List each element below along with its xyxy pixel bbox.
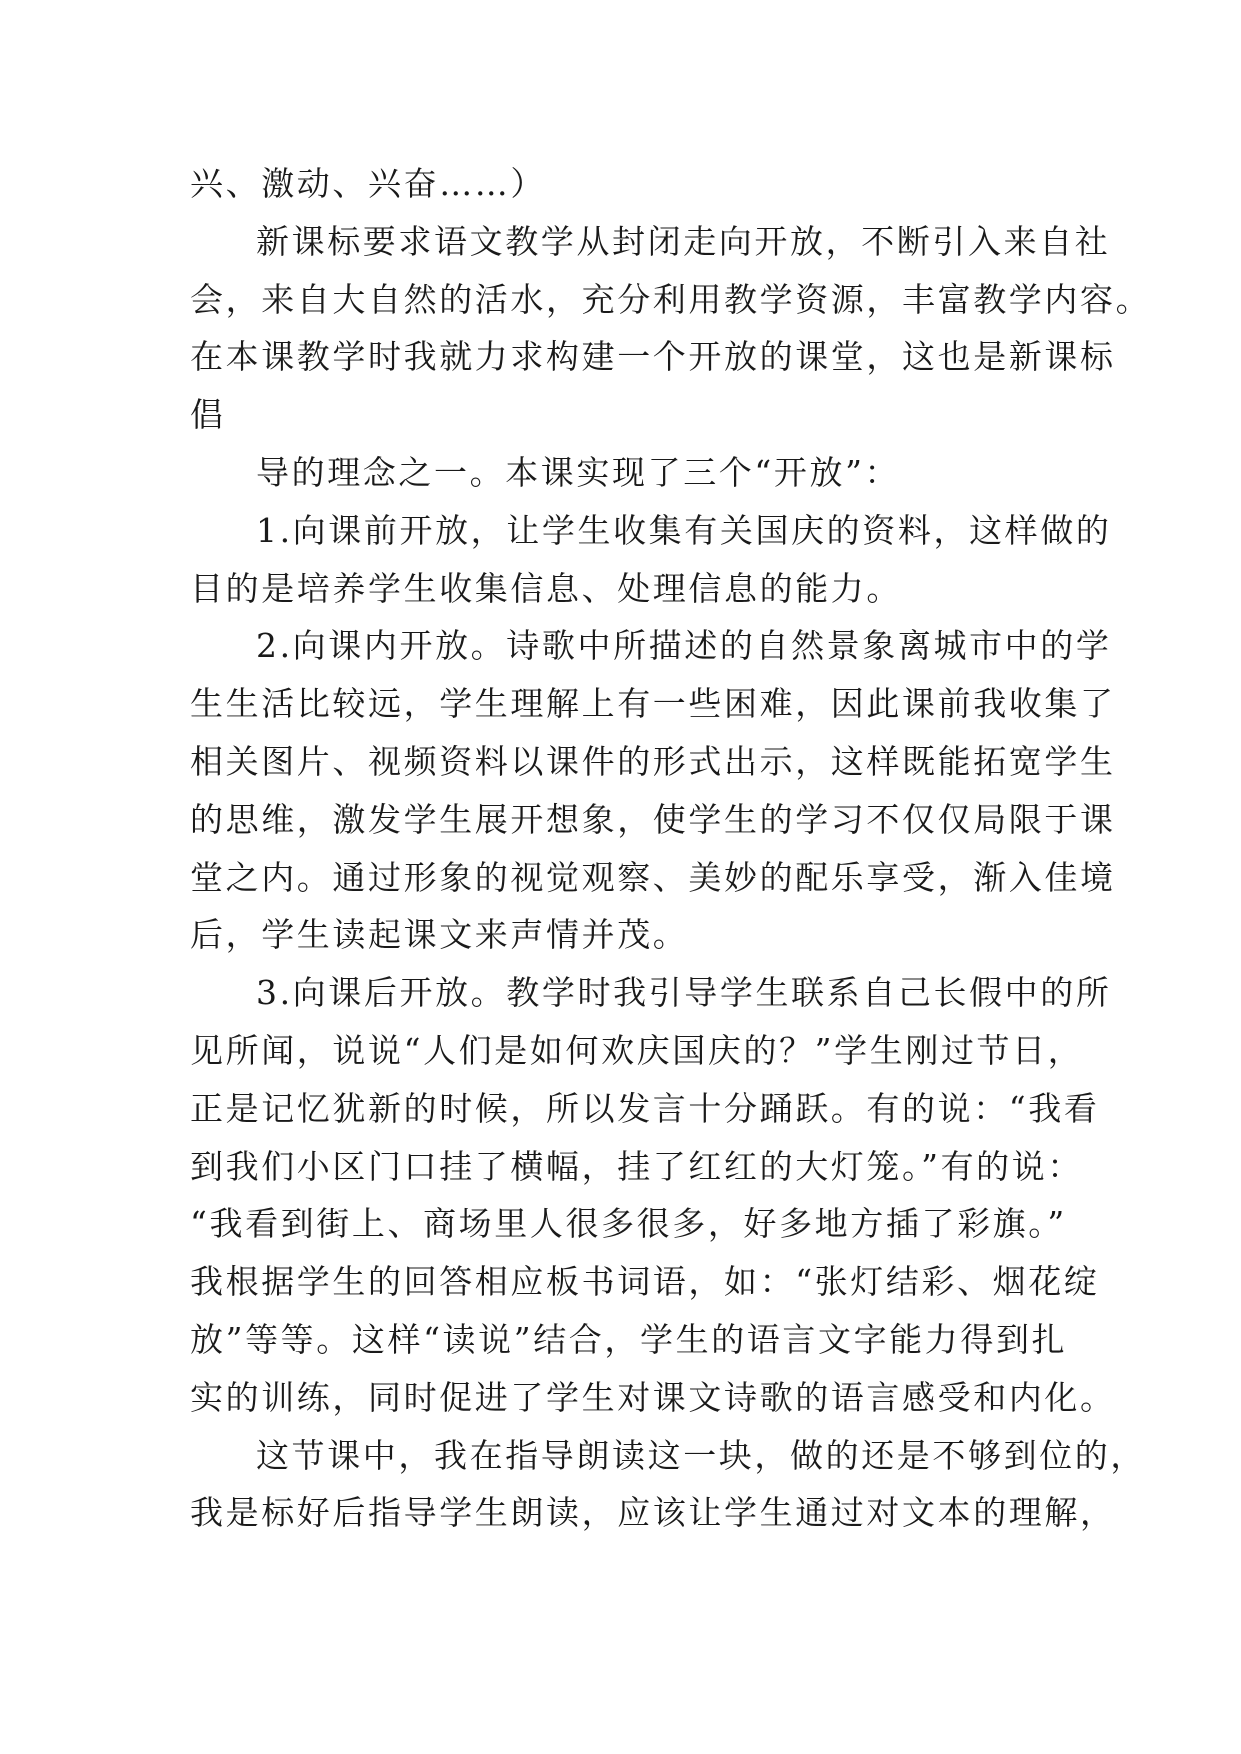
text-line: 3.向课后开放。教学时我引导学生联系自己长假中的所	[256, 973, 1112, 1013]
text-line: 导的理念之一。本课实现了三个“开放”：	[256, 452, 901, 492]
text-line: 兴、激动、兴奋……）	[190, 164, 546, 203]
document-body	[190, 155, 1152, 1542]
text-line: 新课标要求语文教学从封闭走向开放，不断引入来自社	[256, 221, 1111, 261]
text-line: 后，学生读起课文来声情并茂。	[190, 915, 689, 955]
text-line: 2.向课内开放。诗歌中所描述的自然景象离城市中的学	[256, 626, 1112, 666]
text-line: 我根据学生的回答相应板书词语，如：“张灯结彩、烟花绽	[190, 1262, 1100, 1302]
text-line: 1.向课前开放，让学生收集有关国庆的资料，这样做的	[256, 510, 1112, 550]
text-line: 这节课中，我在指导朗读这一块，做的还是不够到位的，	[256, 1435, 1146, 1475]
text-line: 我是标好后指导学生朗读，应该让学生通过对文本的理解，	[190, 1493, 1116, 1533]
text-line: 堂之内。通过形象的视觉观察、美妙的配乐享受，渐入佳境	[190, 857, 1116, 897]
text-line: 生生活比较远，学生理解上有一些困难，因此课前我收集了	[190, 684, 1116, 724]
text-line: 正是记忆犹新的时候，所以发言十分踊跃。有的说：“我看	[190, 1088, 1100, 1128]
text-line: 的思维，激发学生展开想象，使学生的学习不仅仅局限于课	[190, 799, 1116, 839]
text-line: 会，来自大自然的活水，充分利用教学资源，丰富教学内容。	[190, 279, 1152, 319]
text-line: 见所闻，说说“人们是如何欢庆国庆的？”学生刚过节日，	[190, 1030, 1084, 1070]
text-line: 目的是培养学生收集信息、处理信息的能力。	[190, 568, 902, 608]
text-line: 实的训练，同时促进了学生对课文诗歌的语言感受和内化。	[190, 1377, 1116, 1417]
text-line: 相关图片、视频资料以课件的形式出示，这样既能拓宽学生	[190, 741, 1116, 781]
text-line: 到我们小区门口挂了横幅，挂了红红的大灯笼。”有的说：	[190, 1146, 1083, 1186]
text-line: 放”等等。这样“读说”结合，学生的语言文字能力得到扎	[190, 1319, 1068, 1359]
text-line: 倡	[190, 395, 226, 435]
text-line: “我看到街上、商场里人很多很多，好多地方插了彩旗。”	[190, 1204, 1067, 1244]
text-line: 在本课教学时我就力求构建一个开放的课堂，这也是新课标	[190, 337, 1116, 377]
